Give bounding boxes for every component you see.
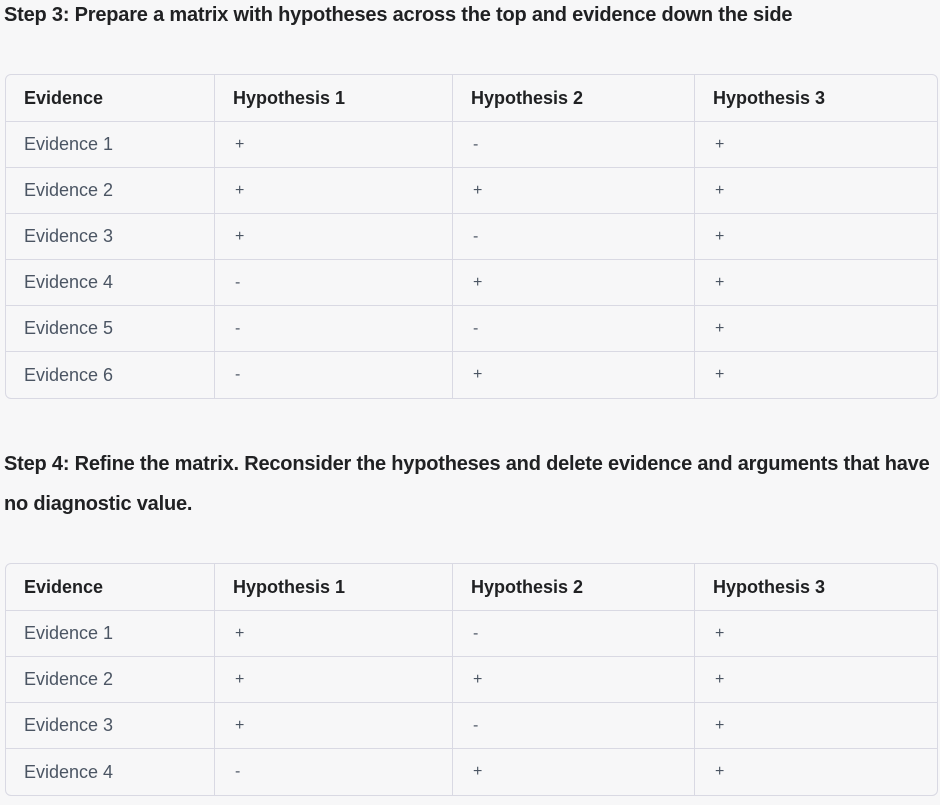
evidence-label: Evidence 3 <box>6 703 215 749</box>
table-row <box>6 306 937 352</box>
evidence-label: Evidence 5 <box>6 306 215 352</box>
column-header-hypothesis-3: Hypothesis 3 <box>695 564 937 611</box>
table-header-row <box>6 75 937 122</box>
step4-matrix-table <box>5 563 938 796</box>
hypothesis-2-cell: - <box>453 122 695 168</box>
hypothesis-2-cell: + <box>453 657 695 703</box>
hypothesis-1-cell: - <box>215 260 453 306</box>
hypothesis-1-cell: - <box>215 749 453 795</box>
evidence-label: Evidence 2 <box>6 168 215 214</box>
hypothesis-2-cell: - <box>453 306 695 352</box>
hypothesis-3-cell: + <box>715 366 725 383</box>
hypothesis-3-cell: + <box>695 611 937 657</box>
table-row <box>6 214 937 260</box>
hypothesis-2-cell: - <box>453 214 695 260</box>
hypothesis-3-cell: + <box>695 306 937 352</box>
column-header-hypothesis-2: Hypothesis 2 <box>453 564 695 611</box>
column-header-hypothesis-1: Hypothesis 1 <box>215 564 453 611</box>
table-header-row <box>6 564 937 611</box>
hypothesis-3-cell: + <box>695 260 937 306</box>
evidence-label: Evidence 1 <box>6 122 215 168</box>
table-row <box>6 122 937 168</box>
hypothesis-1-cell: + <box>215 214 453 260</box>
table-row <box>6 611 937 657</box>
table-row <box>6 168 937 214</box>
hypothesis-3-cell: + <box>695 214 937 260</box>
table-row <box>6 749 937 795</box>
hypothesis-3-cell: + <box>695 703 937 749</box>
step4-heading: Step 4: Refine the matrix. Reconsider the hypotheses and delete evidence and arguments that have no diagnostic value. <box>4 453 930 515</box>
step3-matrix-table <box>5 74 938 399</box>
evidence-label: Evidence 3 <box>6 214 215 260</box>
column-header-hypothesis-3: Hypothesis 3 <box>695 75 937 122</box>
hypothesis-2-cell: + <box>453 260 695 306</box>
hypothesis-1-cell: + <box>215 611 453 657</box>
hypothesis-3-cell: + <box>715 763 725 780</box>
table-row <box>6 703 937 749</box>
column-header-evidence: Evidence <box>6 564 215 611</box>
hypothesis-2-cell: + <box>453 749 695 795</box>
hypothesis-1-cell: - <box>215 306 453 352</box>
column-header-hypothesis-2: Hypothesis 2 <box>453 75 695 122</box>
step3-heading: Step 3: Prepare a matrix with hypotheses across the top and evidence down the side <box>4 4 793 26</box>
table-row <box>6 657 937 703</box>
hypothesis-3-cell: + <box>695 657 937 703</box>
evidence-label: Evidence 4 <box>6 749 215 795</box>
hypothesis-1-cell: + <box>215 703 453 749</box>
hypothesis-3-cell: + <box>695 122 937 168</box>
hypothesis-2-cell: + <box>453 352 695 398</box>
column-header-hypothesis-1: Hypothesis 1 <box>215 75 453 122</box>
evidence-label: Evidence 4 <box>6 260 215 306</box>
hypothesis-2-cell: + <box>453 168 695 214</box>
hypothesis-1-cell: + <box>215 657 453 703</box>
hypothesis-2-cell: - <box>453 611 695 657</box>
table-row <box>6 352 937 398</box>
hypothesis-2-cell: - <box>453 703 695 749</box>
evidence-label: Evidence 2 <box>6 657 215 703</box>
column-header-evidence: Evidence <box>6 75 215 122</box>
hypothesis-3-cell: + <box>695 168 937 214</box>
hypothesis-1-cell: - <box>215 352 453 398</box>
table-row <box>6 260 937 306</box>
hypothesis-1-cell: + <box>215 168 453 214</box>
evidence-label: Evidence 1 <box>6 611 215 657</box>
evidence-label: Evidence 6 <box>6 352 215 398</box>
hypothesis-1-cell: + <box>215 122 453 168</box>
